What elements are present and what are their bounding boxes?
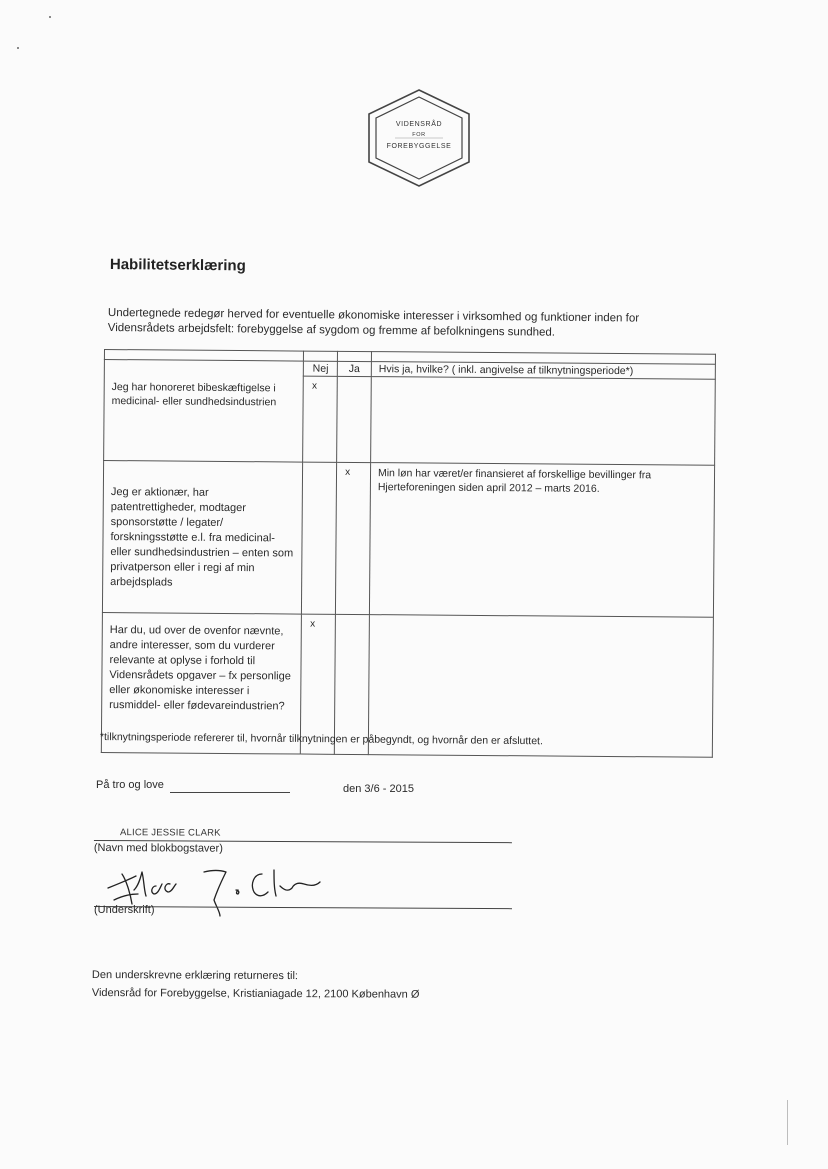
row-3-yes-mark [336, 615, 369, 617]
declaration-date: den 3/6 - 2015 [343, 783, 414, 795]
question-3-text: Har du, ud over de ovenfor nævnte, andre interesser, som du vurderer relevante at oplyse i forhold til Vidensrådets opgaver – fx personlige eller økonomiske interesser i rusmiddel- eller fødevareindustrien? [109, 624, 291, 713]
scan-speck [17, 47, 19, 49]
logo-text-line2: FOR [412, 132, 426, 138]
question-cell [102, 461, 302, 615]
table-row [102, 461, 714, 618]
row-1-no-mark: x [311, 380, 318, 392]
return-address: Vidensråd for Forebyggelse, Kristianiagade 12, 2100 København Ø [91, 986, 420, 1001]
row-2-no-cell [302, 462, 337, 614]
question-2-text: Jeg er aktionær, har patentrettigheder, modtager sponsorstøtte / legater/ forskningsstøtte e.l. fra medicinal- eller sundhedsindustrien – enten som privatperson eller i regi af min arbejdsplads [110, 486, 294, 589]
return-line-1: Den underskrevne erklæring returneres til: [91, 968, 299, 983]
intro-paragraph: Undertegnede redegør herved for eventuelle økonomiske interesser i virksomhed og funktioner inden for Vidensrådets arbejdsfelt: forebyggelse af sygdom og fremme af befolkningens sundhed. [107, 306, 640, 339]
declaration-table [101, 349, 716, 758]
row-1-no-cell [303, 376, 338, 462]
header-no: Nej [304, 361, 338, 376]
row-1-details [372, 377, 715, 383]
return-instructions [92, 966, 420, 1004]
question-1-text: Jeg har honoreret bibeskæftigelse i medicinal- eller sundhedsindustrien [111, 381, 277, 409]
scan-edge-mark [787, 1100, 788, 1145]
row-2-no-mark [303, 463, 336, 465]
logo-text-line1: VIDENSRÅD [395, 121, 443, 128]
row-1-yes-cell [337, 376, 372, 462]
row-1-details-cell [371, 377, 716, 466]
footnote: *tilknytningsperiode refererer til, hvornår tilknytningen er påbegyndt, og hvornår den er afsluttet. [99, 731, 543, 748]
signature-field [94, 860, 514, 920]
document-title: Habilitetserklæring [109, 256, 246, 275]
header-yes: Ja [337, 361, 371, 376]
logo-text-line3: FOREBYGGELSE [386, 143, 452, 150]
row-2-yes-cell [336, 462, 371, 614]
header-details: Hvis ja, hvilke? ( inkl. angivelse af tilknytningsperiode*) [371, 362, 715, 380]
signature-label: (Underskrift) [94, 904, 155, 916]
row-2-details-cell [369, 463, 714, 618]
question-cell [104, 360, 304, 463]
row-3-no-mark: x [310, 618, 316, 630]
name-value: ALICE JESSIE CLARK [119, 827, 221, 839]
hexagon-logo-icon [365, 88, 473, 188]
name-field [93, 827, 514, 855]
name-label: (Navn med blokbogstaver) [93, 841, 223, 855]
row-2-yes-mark: x [345, 466, 351, 478]
oath-underline [170, 792, 290, 793]
row-3-details [370, 615, 713, 621]
scan-speck [49, 16, 51, 18]
organization-logo [365, 88, 473, 188]
row-1-yes-mark [338, 377, 371, 379]
oath-label: På tro og love [96, 779, 164, 791]
row-2-details: Min løn har været/er finansieret af forskellige bevillinger fra Hjerteforeningen siden april 2012 – marts 2016. [377, 467, 652, 495]
